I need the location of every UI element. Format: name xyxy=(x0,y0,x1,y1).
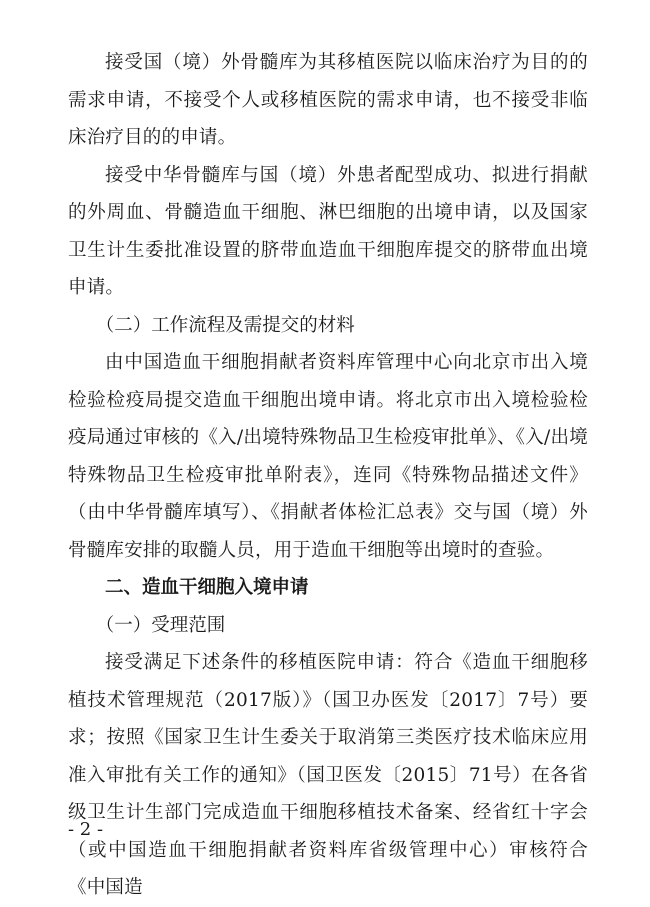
subheading-acceptance-scope: （一）受理范围 xyxy=(95,614,226,636)
paragraph-overseas-demand: 接受国（境）外骨髓库为其移植医院以临床治疗为目的的需求申请，不接受个人或移植医院的需求申请，也不接受非临床治疗目的的申请。 xyxy=(68,52,588,148)
paragraph-hospital-conditions: 接受满足下述条件的移植医院申请：符合《造血干细胞移植技术管理规范（2017版）》（国卫办医发〔2017〕7号）要求；按照《国家卫生计生委关于取消第三类医疗技术临床应用准入审批有关工作的通知》（国卫医发〔2015〕71号）在各省级卫生计生部门完成造血干细胞移植技术备案、经省红十字会（或中国造血干细胞捐献者资料库省级管理中心）审核符合《中国造 xyxy=(68,652,588,898)
section-heading-import-application: 二、造血干细胞入境申请 xyxy=(105,577,309,598)
document-page xyxy=(68,44,588,907)
paragraph-export-application-scope: 接受中华骨髓库与国（境）外患者配型成功、拟进行捐献的外周血、骨髓造血干细胞、淋巴细胞的出境申请，以及国家卫生计生委批准设置的脐带血造血干细胞库提交的脐带血出境申请。 xyxy=(68,164,588,298)
page-number: - 2 - xyxy=(68,819,104,840)
subheading-workflow-materials: （二）工作流程及需提交的材料 xyxy=(95,314,355,336)
paragraph-workflow: 由中国造血干细胞捐献者资料库管理中心向北京市出入境检验检疫局提交造血干细胞出境申请。将北京市出入境检验检疫局通过审核的《入/出境特殊物品卫生检疫审批单》、《入/出境特殊物品卫生检疫审批单附表》，连同《特殊物品描述文件》（由中华骨髓库填写）、《捐献者体检汇总表》交与国（境）外骨髓库安排的取髓人员，用于造血干细胞等出境时的查验。 xyxy=(68,352,588,561)
